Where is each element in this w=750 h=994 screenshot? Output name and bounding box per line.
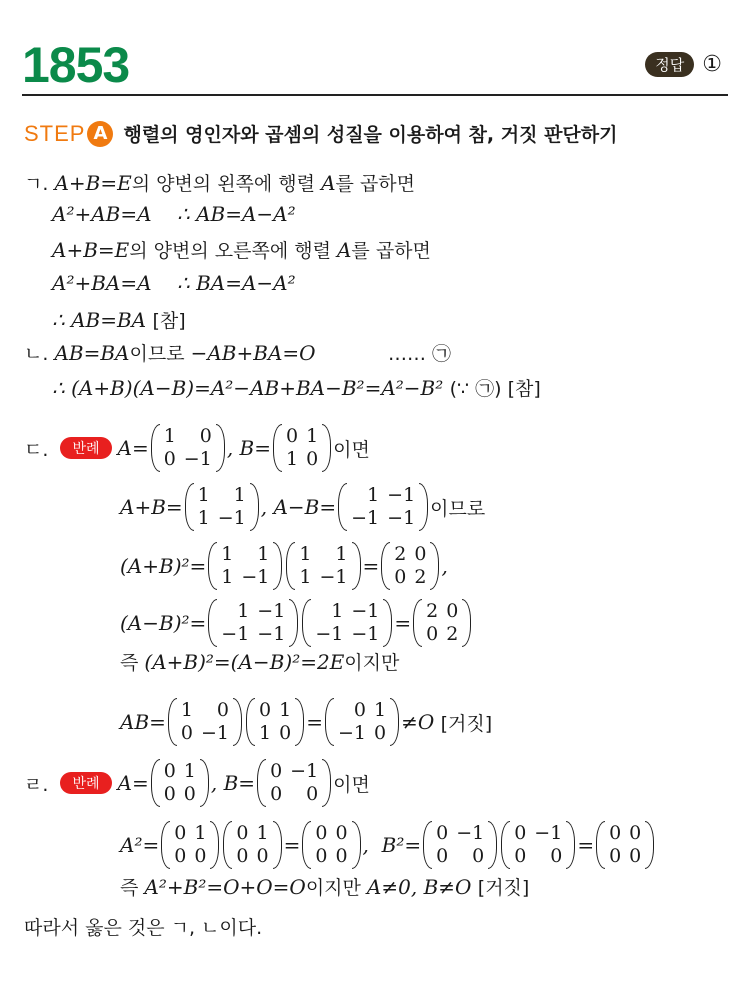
- solution-line: [120, 648, 399, 675]
- math-expr: A+B=: [120, 495, 183, 519]
- matrix-cell: 0: [270, 783, 283, 805]
- matrix-cell: −1: [337, 722, 366, 744]
- math-expr: A²+AB=A ∴ AB=A−A²: [52, 202, 296, 226]
- matrix-cell: −1: [534, 822, 563, 844]
- math-expr: A²+BA=A ∴ BA=A−A²: [52, 271, 296, 295]
- matrix: [338, 483, 428, 531]
- math-expr: AB=: [120, 710, 166, 734]
- solution-line: [120, 821, 656, 869]
- solution-line: [52, 271, 296, 295]
- counterexample-badge: 반례: [60, 772, 111, 794]
- step-letter: A: [87, 121, 113, 147]
- right-paren: [250, 483, 259, 531]
- matrix-cell: −1: [319, 566, 348, 588]
- matrix: [161, 821, 219, 869]
- matrix-cell: −1: [351, 507, 380, 529]
- right-paren: [295, 698, 304, 746]
- matrix-body: [422, 600, 462, 646]
- matrix-body: [510, 822, 566, 868]
- left-paren: [208, 599, 217, 647]
- math-expr: =: [306, 710, 323, 734]
- divider: [22, 94, 728, 96]
- text: [거짓]: [440, 712, 493, 735]
- matrix: [273, 424, 331, 472]
- solution-line: [52, 306, 186, 333]
- solution-line: [24, 339, 451, 366]
- matrix-cell: 0: [236, 822, 249, 844]
- matrix-cell: 2: [446, 623, 459, 645]
- matrix-cell: 0: [394, 566, 407, 588]
- matrix-body: [282, 425, 322, 471]
- matrix-body: [311, 822, 351, 868]
- matrix-cell: 0: [609, 822, 622, 844]
- matrix: [223, 821, 281, 869]
- right-paren: [273, 821, 282, 869]
- text: 즉: [120, 652, 145, 674]
- text: ㄷ.: [24, 438, 55, 461]
- matrix: [208, 599, 298, 647]
- matrix-cell: 0: [256, 845, 269, 867]
- math-expr: A: [321, 170, 336, 195]
- math-expr: A+B=E: [52, 237, 130, 262]
- answer-value: ①: [702, 52, 722, 77]
- text: 따라서 옳은 것은 ㄱ, ㄴ이다.: [24, 917, 263, 939]
- math-expr: −AB+BA=O: [190, 340, 316, 365]
- matrix-cell: 0: [609, 845, 622, 867]
- math-expr: =: [394, 611, 412, 635]
- matrix-body: [160, 425, 216, 471]
- solution-line: [52, 202, 296, 226]
- matrix-body: [390, 543, 430, 589]
- solution-line: [120, 542, 448, 590]
- text: 를 곱하면: [351, 240, 431, 262]
- text: ㄹ.: [24, 773, 55, 796]
- matrix: [185, 483, 259, 531]
- matrix: [168, 698, 242, 746]
- math-expr: ∴ AB=BA: [52, 307, 153, 332]
- left-paren: [338, 483, 347, 531]
- left-paren: [501, 821, 510, 869]
- matrix-cell: 1: [183, 760, 196, 782]
- left-paren: [302, 821, 311, 869]
- left-paren: [325, 698, 334, 746]
- matrix: [302, 599, 392, 647]
- matrix-cell: 1: [331, 600, 344, 622]
- matrix-cell: 2: [414, 566, 427, 588]
- math-expr: , A−B=: [260, 495, 337, 519]
- text: ㄱ.: [24, 173, 55, 195]
- matrix-cell: 0: [270, 760, 283, 782]
- math-expr: A+B=E: [54, 170, 132, 195]
- matrix-cell: 1: [180, 699, 193, 721]
- math-expr: AB=BA: [54, 340, 130, 365]
- left-paren: [302, 599, 311, 647]
- right-paren: [566, 821, 575, 869]
- matrix-cell: 1: [299, 566, 312, 588]
- matrix-cell: −1: [351, 600, 380, 622]
- text: 이지만: [305, 877, 367, 899]
- matrix-cell: 2: [426, 600, 439, 622]
- matrix-cell: 1: [257, 543, 270, 565]
- matrix-cell: 1: [256, 822, 269, 844]
- matrix-cell: 0: [414, 543, 427, 565]
- left-paren: [596, 821, 605, 869]
- left-paren: [168, 698, 177, 746]
- matrix-cell: 1: [367, 484, 380, 506]
- matrix-cell: 1: [194, 822, 207, 844]
- answer-badge: 정답: [645, 52, 694, 77]
- math-expr: , B=: [226, 436, 271, 460]
- math-expr: ≠O: [401, 710, 441, 734]
- math-expr: A≠0, B≠O: [366, 874, 478, 899]
- matrix-cell: 0: [315, 845, 328, 867]
- matrix-cell: 1: [306, 425, 319, 447]
- matrix-cell: 0: [236, 845, 249, 867]
- matrix-cell: 0: [629, 822, 642, 844]
- matrix-cell: 0: [472, 845, 485, 867]
- matrix: [151, 759, 209, 807]
- matrix-cell: 1: [221, 543, 234, 565]
- matrix-body: [266, 760, 322, 806]
- text: [거짓]: [477, 877, 530, 899]
- text: 이지만: [344, 652, 400, 674]
- math-expr: =: [577, 833, 595, 857]
- matrix-body: [605, 822, 645, 868]
- math-expr: =: [283, 833, 301, 857]
- matrix-cell: 1: [197, 507, 210, 529]
- answer: [645, 52, 722, 77]
- text: 를 곱하면: [335, 173, 415, 195]
- text: 이면: [333, 773, 370, 796]
- step-title: 행렬의 영인자와 곱셈의 성질을 이용하여 참, 거짓 판단하기: [123, 124, 618, 146]
- left-paren: [161, 821, 170, 869]
- matrix-cell: 0: [216, 699, 230, 721]
- matrix: [302, 821, 360, 869]
- right-paren: [216, 424, 225, 472]
- left-paren: [257, 759, 266, 807]
- matrix-cell: 0: [183, 783, 196, 805]
- matrix-cell: 1: [197, 484, 210, 506]
- matrix-cell: 1: [285, 448, 299, 470]
- solution-line: [120, 483, 485, 531]
- matrix-cell: 0: [194, 845, 207, 867]
- matrix-cell: 0: [259, 699, 272, 721]
- matrix-body: [194, 484, 250, 530]
- matrix-cell: 0: [163, 783, 176, 805]
- math-expr: ∴ (A+B)(A−B)=A²−AB+BA−B²=A²−B²: [52, 375, 450, 400]
- matrix-cell: 0: [163, 760, 176, 782]
- matrix-cell: 0: [335, 822, 348, 844]
- text: 이므로: [129, 343, 191, 365]
- matrix: [286, 542, 360, 590]
- math-expr: A: [336, 237, 352, 262]
- math-expr: =: [362, 554, 380, 578]
- text: ㄴ.: [24, 343, 55, 365]
- solution-line: [52, 374, 541, 401]
- matrix-cell: 1: [221, 566, 234, 588]
- matrix-cell: 0: [174, 845, 187, 867]
- text: …… ㉠: [315, 343, 452, 365]
- matrix: [381, 542, 439, 590]
- solution-line: [24, 913, 262, 940]
- matrix-cell: 0: [163, 448, 176, 470]
- right-paren: [352, 542, 361, 590]
- right-paren: [645, 821, 654, 869]
- solution-line: [24, 169, 415, 196]
- left-paren: [223, 821, 232, 869]
- right-paren: [322, 424, 331, 472]
- right-paren: [352, 821, 361, 869]
- matrix-cell: −1: [456, 822, 485, 844]
- matrix: [208, 542, 282, 590]
- right-paren: [289, 599, 298, 647]
- matrix-cell: 1: [259, 722, 272, 744]
- text: 이므로: [430, 497, 486, 520]
- counterexample-badge: 반례: [60, 437, 111, 459]
- matrix-body: [160, 760, 200, 806]
- matrix-body: [347, 484, 419, 530]
- matrix-cell: 0: [335, 845, 348, 867]
- matrix-cell: 1: [233, 484, 246, 506]
- step-label: STEP: [24, 120, 86, 146]
- right-paren: [390, 698, 399, 746]
- matrix-cell: 0: [306, 783, 319, 805]
- matrix-cell: −1: [315, 623, 344, 645]
- matrix-cell: −1: [351, 623, 380, 645]
- matrix-body: [170, 822, 210, 868]
- matrix-body: [432, 822, 488, 868]
- matrix-body: [295, 543, 351, 589]
- matrix-cell: 0: [199, 425, 212, 447]
- matrix-cell: −1: [257, 623, 286, 645]
- matrix-cell: −1: [387, 484, 416, 506]
- matrix-cell: 1: [163, 425, 176, 447]
- matrix-cell: 1: [373, 699, 387, 721]
- matrix-body: [232, 822, 272, 868]
- left-paren: [246, 698, 255, 746]
- text: 즉: [120, 877, 145, 899]
- matrix-cell: −1: [183, 448, 212, 470]
- matrix-cell: 0: [426, 623, 439, 645]
- matrix-cell: −1: [257, 600, 286, 622]
- problem-number: 1853: [22, 37, 130, 93]
- matrix-cell: 0: [353, 699, 366, 721]
- solution-line: [24, 424, 370, 472]
- matrix: [246, 698, 304, 746]
- matrix-cell: −1: [221, 623, 250, 645]
- right-paren: [322, 759, 331, 807]
- left-paren: [151, 759, 160, 807]
- solution-line: [120, 873, 529, 900]
- matrix-cell: 0: [174, 822, 187, 844]
- matrix-cell: 0: [514, 822, 527, 844]
- matrix-cell: 0: [629, 845, 642, 867]
- left-paren: [381, 542, 390, 590]
- matrix-cell: 1: [299, 543, 312, 565]
- matrix-body: [177, 699, 233, 745]
- text: [참]: [152, 310, 186, 332]
- matrix-body: [217, 600, 289, 646]
- math-expr: A²+B²=O+O=O: [144, 874, 306, 899]
- matrix-cell: 1: [335, 543, 348, 565]
- matrix-cell: 0: [373, 722, 387, 744]
- solution-line: [52, 236, 431, 263]
- matrix-cell: −1: [201, 722, 230, 744]
- left-paren: [273, 424, 282, 472]
- left-paren: [208, 542, 217, 590]
- math-expr: (A−B)²=: [120, 611, 207, 635]
- matrix-body: [217, 543, 273, 589]
- left-paren: [423, 821, 432, 869]
- right-paren: [233, 698, 242, 746]
- math-expr: (A+B)²=: [120, 554, 207, 578]
- right-paren: [430, 542, 439, 590]
- right-paren: [419, 483, 428, 531]
- text: 이면: [333, 438, 370, 461]
- math-expr: A=: [117, 771, 149, 795]
- matrix: [423, 821, 497, 869]
- matrix-cell: −1: [217, 507, 246, 529]
- matrix-cell: 0: [514, 845, 527, 867]
- matrix-cell: 0: [436, 845, 449, 867]
- right-paren: [383, 599, 392, 647]
- matrix-cell: 1: [279, 699, 292, 721]
- text: (∵ ㉠) [참]: [449, 378, 541, 400]
- solution-line: [24, 759, 370, 807]
- matrix-cell: −1: [290, 760, 319, 782]
- matrix-cell: 2: [394, 543, 407, 565]
- left-paren: [185, 483, 194, 531]
- matrix-cell: 0: [446, 600, 459, 622]
- solution-line: [120, 698, 492, 746]
- math-expr: , B=: [210, 771, 256, 795]
- matrix-cell: 1: [237, 600, 250, 622]
- matrix: [501, 821, 575, 869]
- matrix: [325, 698, 399, 746]
- matrix: [596, 821, 654, 869]
- matrix-cell: −1: [241, 566, 270, 588]
- matrix: [151, 424, 225, 472]
- math-expr: , B²=: [362, 833, 422, 857]
- matrix-cell: 0: [550, 845, 563, 867]
- matrix-cell: 0: [285, 425, 299, 447]
- math-expr: ,: [441, 554, 448, 578]
- matrix-cell: 0: [306, 448, 319, 470]
- matrix-body: [255, 699, 295, 745]
- matrix-cell: 0: [436, 822, 449, 844]
- solution-line: [120, 599, 473, 647]
- matrix-cell: 0: [279, 722, 292, 744]
- matrix-body: [334, 699, 390, 745]
- text: 의 양변의 오른쪽에 행렬: [129, 240, 337, 262]
- right-paren: [210, 821, 219, 869]
- matrix-cell: 0: [180, 722, 193, 744]
- left-paren: [151, 424, 160, 472]
- left-paren: [413, 599, 422, 647]
- right-paren: [200, 759, 209, 807]
- math-expr: A²=: [120, 833, 160, 857]
- matrix: [257, 759, 331, 807]
- matrix-cell: 0: [315, 822, 328, 844]
- left-paren: [286, 542, 295, 590]
- math-expr: (A+B)²=(A−B)²=2E: [144, 649, 345, 674]
- step-heading: [24, 120, 618, 147]
- right-paren: [462, 599, 471, 647]
- matrix: [413, 599, 471, 647]
- right-paren: [273, 542, 282, 590]
- text: 의 양변의 왼쪽에 행렬: [131, 173, 322, 195]
- matrix-body: [311, 600, 383, 646]
- right-paren: [488, 821, 497, 869]
- matrix-cell: −1: [387, 507, 416, 529]
- math-expr: A=: [117, 436, 149, 460]
